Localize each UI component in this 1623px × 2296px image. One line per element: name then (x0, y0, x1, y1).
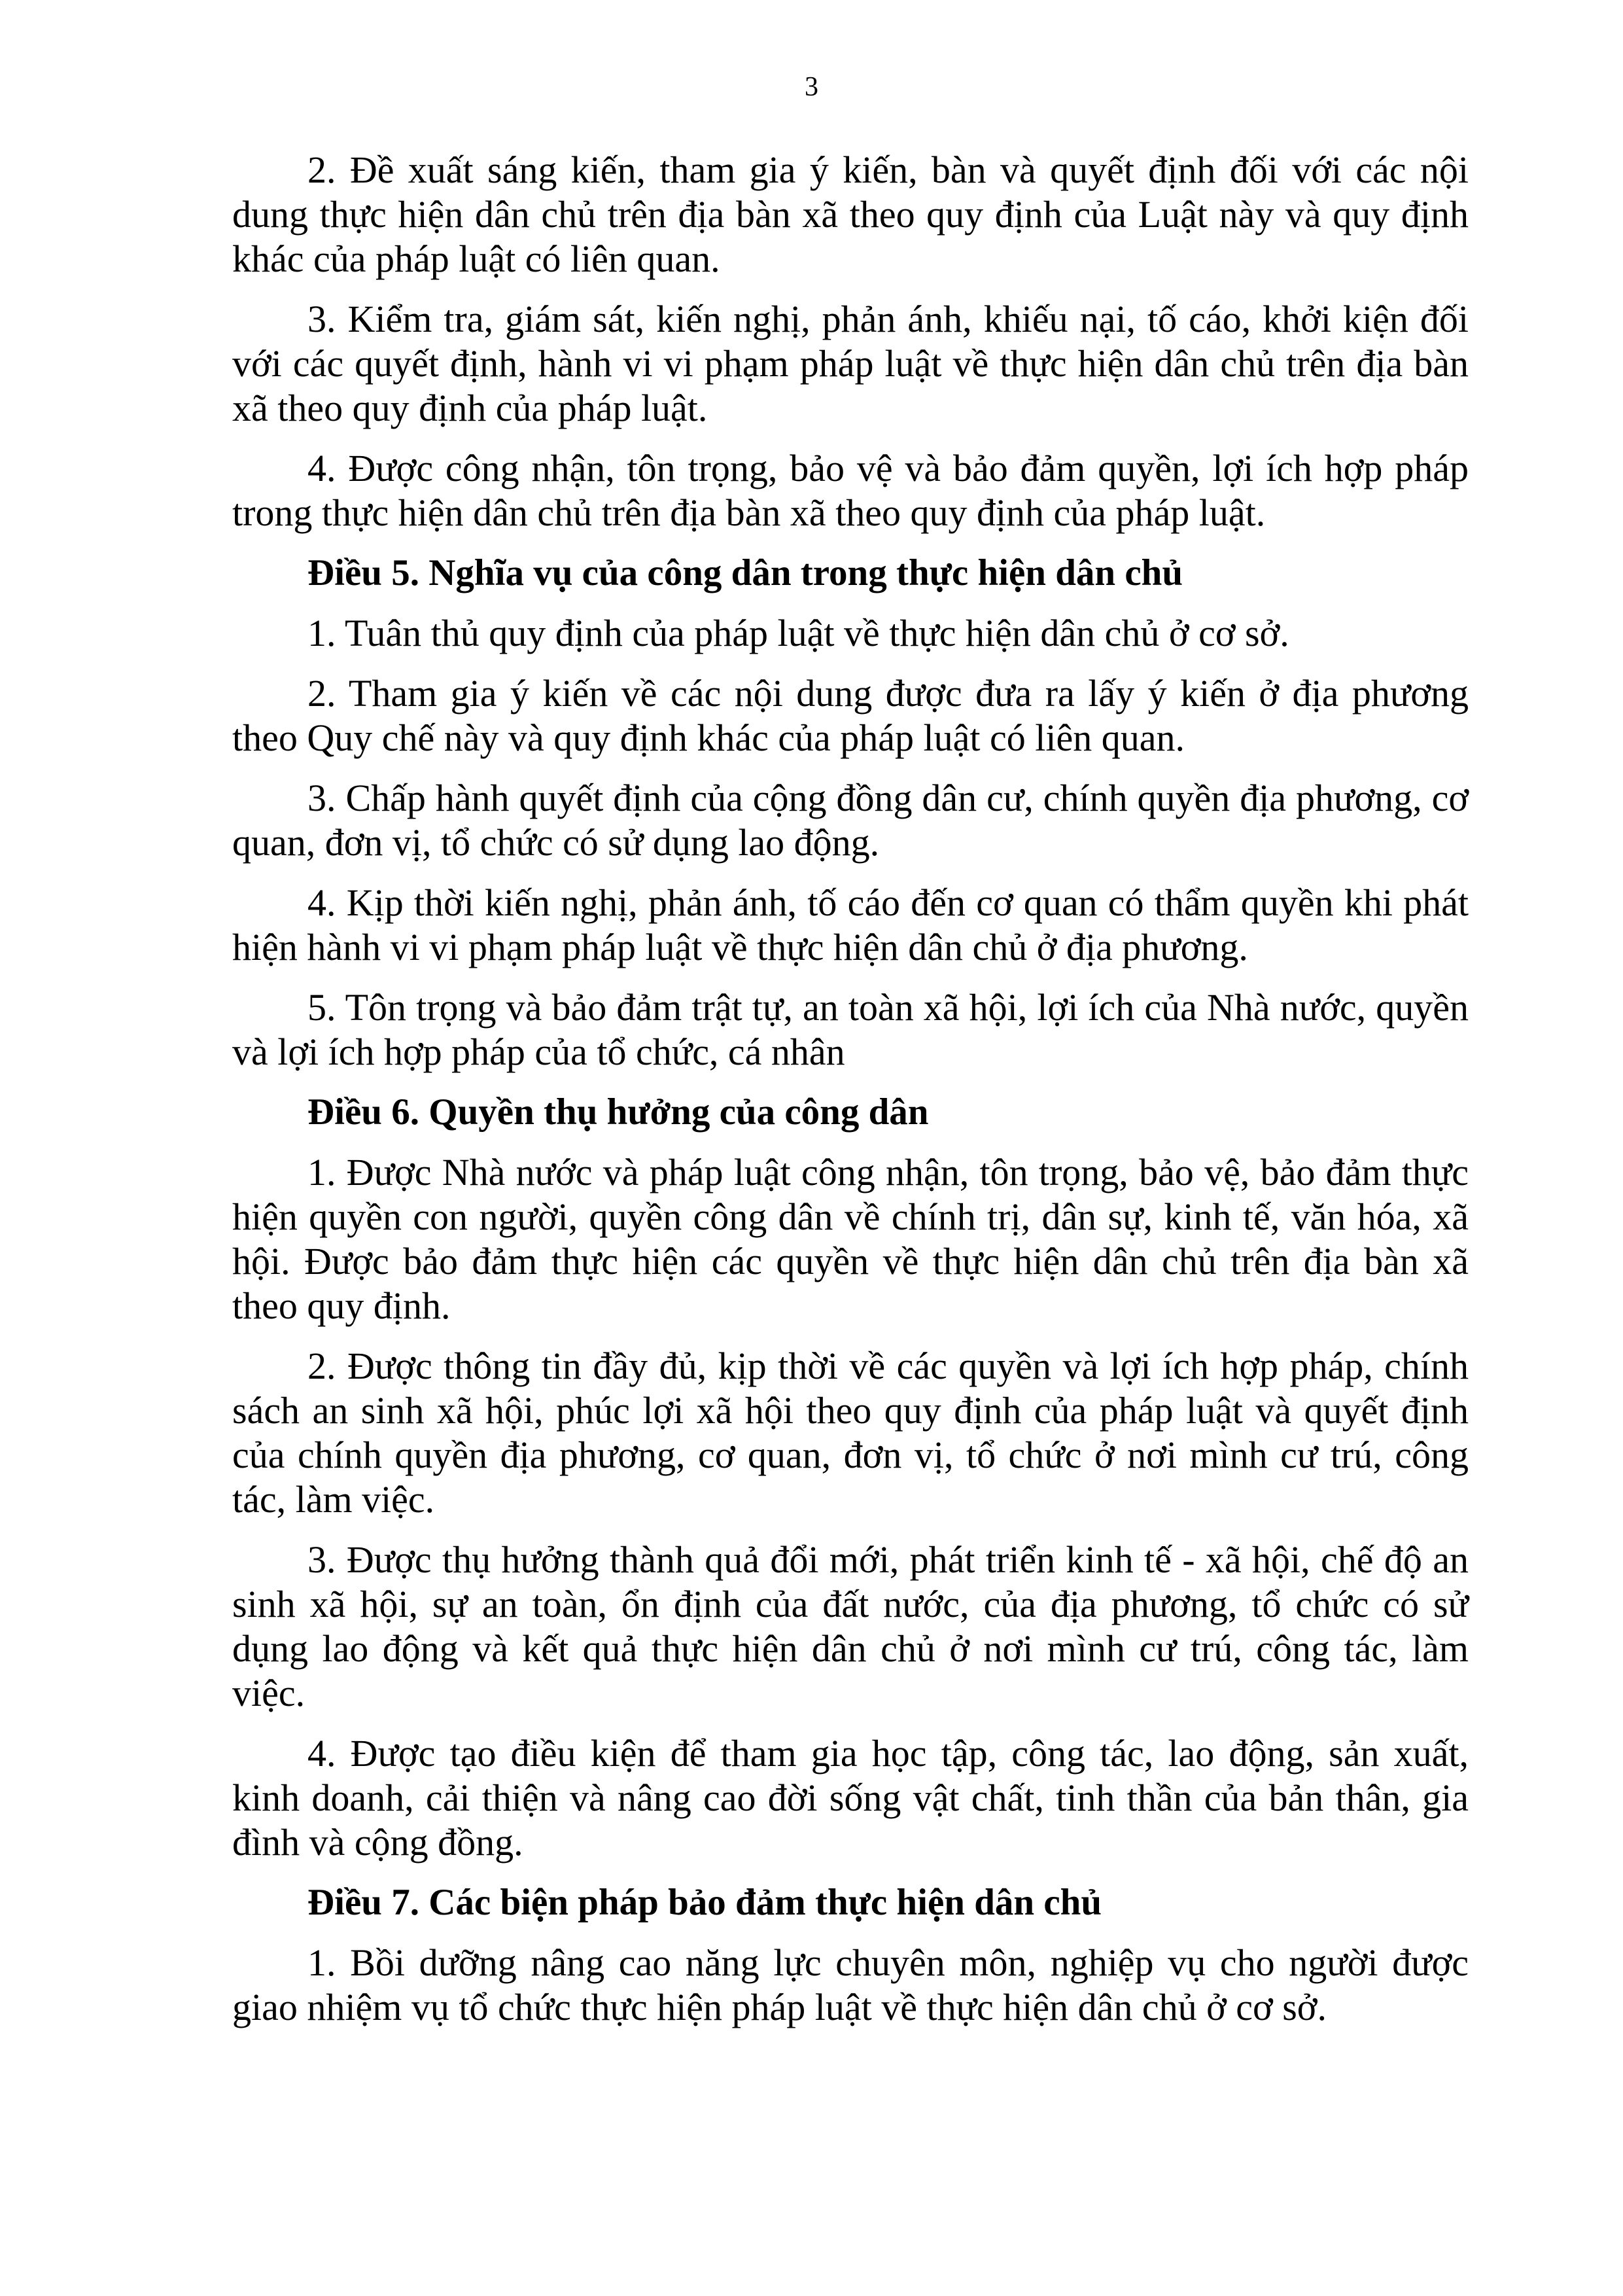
article-4-clause-2: 2. Đề xuất sáng kiến, tham gia ý kiến, bàn và quyết định đối với các nội dung thực hiện dân chủ trên địa bàn xã theo quy định của Luật này và quy định khác của pháp luật có liên quan. (232, 149, 1469, 280)
article-5-clause-4: 4. Kịp thời kiến nghị, phản ánh, tố cáo đến cơ quan có thẩm quyền khi phát hiện hành vi vi phạm pháp luật về thực hiện dân chủ ở địa phương. (232, 881, 1469, 968)
article-6-clause-4: 4. Được tạo điều kiện để tham gia học tập, công tác, lao động, sản xuất, kinh doanh, cải thiện và nâng cao đời sống vật chất, tinh thần của bản thân, gia đình và cộng đồng. (232, 1732, 1469, 1863)
page-number: 3 (805, 72, 818, 102)
article-7-heading: Điều 7. Các biện pháp bảo đảm thực hiện dân chủ (307, 1882, 1102, 1923)
article-7-clause-1: 1. Bồi dưỡng nâng cao năng lực chuyên môn, nghiệp vụ cho người được giao nhiệm vụ tổ chức thực hiện pháp luật về thực hiện dân chủ ở cơ sở. (232, 1941, 1469, 2028)
article-5-clause-3: 3. Chấp hành quyết định của cộng đồng dân cư, chính quyền địa phương, cơ quan, đơn vị, tổ chức có sử dụng lao động. (232, 777, 1469, 864)
article-6-heading: Điều 6. Quyền thụ hưởng của công dân (307, 1091, 929, 1133)
article-5-heading: Điều 5. Nghĩa vụ của công dân trong thực hiện dân chủ (307, 552, 1183, 593)
article-5-clause-2: 2. Tham gia ý kiến về các nội dung được đưa ra lấy ý kiến ở địa phương theo Quy chế này và quy định khác của pháp luật có liên quan. (232, 672, 1469, 759)
article-5-clause-1: 1. Tuân thủ quy định của pháp luật về thực hiện dân chủ ở cơ sở. (307, 612, 1289, 654)
article-6-clause-2: 2. Được thông tin đầy đủ, kịp thời về các quyền và lợi ích hợp pháp, chính sách an sinh xã hội, phúc lợi xã hội theo quy định của pháp luật và quyết định của chính quyền địa phương, cơ quan, đơn vị, tổ chức ở nơi mình cư trú, công tác, làm việc. (232, 1345, 1469, 1521)
article-5-clause-5: 5. Tôn trọng và bảo đảm trật tự, an toàn xã hội, lợi ích của Nhà nước, quyền và lợi ích hợp pháp của tổ chức, cá nhân (232, 986, 1469, 1073)
article-4-clause-3: 3. Kiểm tra, giám sát, kiến nghị, phản ánh, khiếu nại, tố cáo, khởi kiện đối với các quyết định, hành vi vi phạm pháp luật về thực hiện dân chủ trên địa bàn xã theo quy định của pháp luật. (232, 298, 1469, 429)
article-4-clause-4: 4. Được công nhận, tôn trọng, bảo vệ và bảo đảm quyền, lợi ích hợp pháp trong thực hiện dân chủ trên địa bàn xã theo quy định của pháp luật. (232, 447, 1469, 534)
article-6-clause-3: 3. Được thụ hưởng thành quả đổi mới, phát triển kinh tế - xã hội, chế độ an sinh xã hội, sự an toàn, ổn định của đất nước, của địa phương, tổ chức có sử dụng lao động và kết quả thực hiện dân chủ ở nơi mình cư trú, công tác, làm việc. (232, 1538, 1469, 1714)
article-6-clause-1: 1. Được Nhà nước và pháp luật công nhận, tôn trọng, bảo vệ, bảo đảm thực hiện quyền con người, quyền công dân về chính trị, dân sự, kinh tế, văn hóa, xã hội. Được bảo đảm thực hiện các quyền về thực hiện dân chủ trên địa bàn xã theo quy định. (232, 1151, 1469, 1327)
document-body (232, 148, 1469, 2045)
